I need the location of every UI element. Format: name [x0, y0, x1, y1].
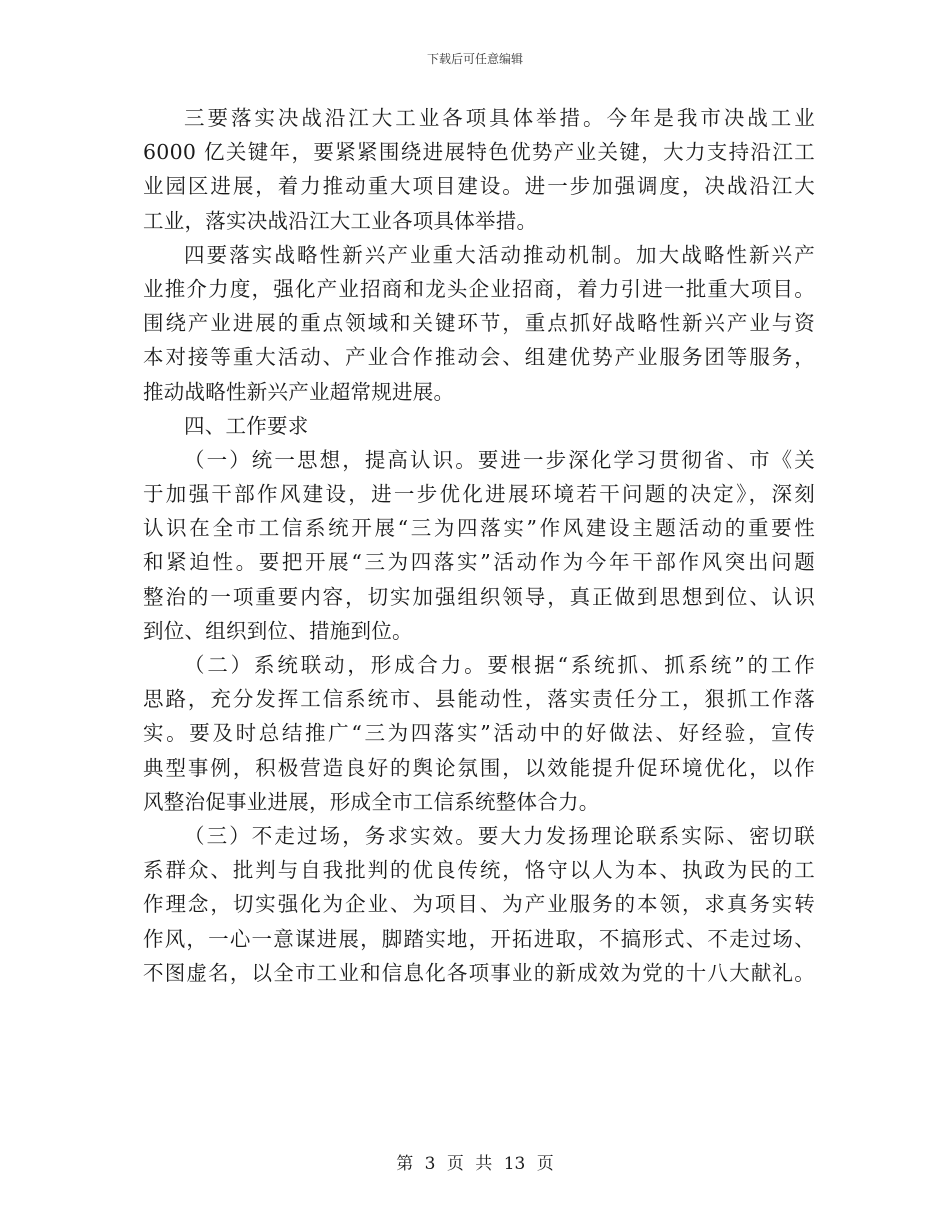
page-header: 下载后可任意编辑	[426, 52, 523, 66]
page-number-footer: 第 3 页 共 13 页	[396, 1154, 554, 1174]
paragraph-4-line-4: 典型事例，积极营造良好的舆论氛围，以效能提升促环境优化，以作	[143, 755, 815, 780]
paragraph-3-line-4: 和紧迫性。要把开展“三为四落实”活动作为今年干部作风突出问题	[143, 550, 815, 575]
paragraph-2-line-1: 四要落实战略性新兴产业重大活动推动机制。加大战略性新兴产	[184, 242, 815, 267]
paragraph-1-line-4: 工业，落实决战沿江大工业各项具体举措。	[143, 208, 538, 233]
section-heading: 四、工作要求	[184, 413, 309, 438]
paragraph-3-line-1: （一）统一思想，提高认识。要进一步深化学习贯彻省、市《关	[184, 447, 815, 472]
paragraph-1-line-1: 三要落实决战沿江大工业各项具体举措。今年是我市决战工业	[184, 106, 815, 130]
paragraph-3-line-5: 整治的一项重要内容，切实加强组织领导，真正做到思想到位、认识	[143, 584, 815, 609]
paragraph-2-line-3: 围绕产业进展的重点领域和关键环节，重点抓好战略性新兴产业与资	[143, 311, 815, 336]
paragraph-5-line-5: 不图虚名，以全市工业和信息化各项事业的新成效为党的十八大献礼。	[143, 960, 815, 985]
paragraph-2-line-5: 推动战略性新兴产业超常规进展。	[143, 379, 455, 404]
paragraph-3-line-2: 于加强干部作风建设，进一步优化进展环境若干问题的决定》，深刻	[143, 482, 815, 507]
paragraph-1-line-3: 业园区进展，着力推动重大项目建设。进一步加强调度，决战沿江大	[143, 174, 815, 199]
document-body	[143, 101, 815, 990]
paragraph-5-line-3: 作理念，切实强化为企业、为项目、为产业服务的本领，求真务实转	[143, 892, 815, 917]
paragraph-5-line-1: （三）不走过场，务求实效。要大力发扬理论联系实际、密切联	[184, 823, 815, 848]
paragraph-3-line-3: 认识在全市工信系统开展“三为四落实”作风建设主题活动的重要性	[143, 516, 815, 541]
paragraph-4-line-3: 实。要及时总结推广“三为四落实”活动中的好做法、好经验，宣传	[143, 721, 815, 746]
paragraph-5-line-4: 作风，一心一意谋进展，脚踏实地，开拓进取，不搞形式、不走过场、	[143, 926, 815, 951]
paragraph-1-line-2: 6000 亿关键年，要紧紧围绕进展特色优势产业关键，大力支持沿江工	[143, 140, 815, 165]
paragraph-2-line-4: 本对接等重大活动、产业合作推动会、组建优势产业服务团等服务，	[143, 345, 815, 370]
paragraph-2-line-2: 业推介力度，强化产业招商和龙头企业招商，着力引进一批重大项目。	[143, 276, 815, 301]
paragraph-4-line-2: 思路，充分发挥工信系统市、县能动性，落实责任分工，狠抓工作落	[143, 687, 815, 712]
paragraph-4-line-5: 风整治促事业进展，形成全市工信系统整体合力。	[143, 789, 600, 814]
paragraph-4-line-1: （二）系统联动，形成合力。要根据“系统抓、抓系统”的工作	[184, 653, 815, 677]
paragraph-5-line-2: 系群众、批判与自我批判的优良传统，恪守以人为本、执政为民的工	[143, 858, 815, 883]
paragraph-3-line-6: 到位、组织到位、措施到位。	[143, 618, 413, 643]
